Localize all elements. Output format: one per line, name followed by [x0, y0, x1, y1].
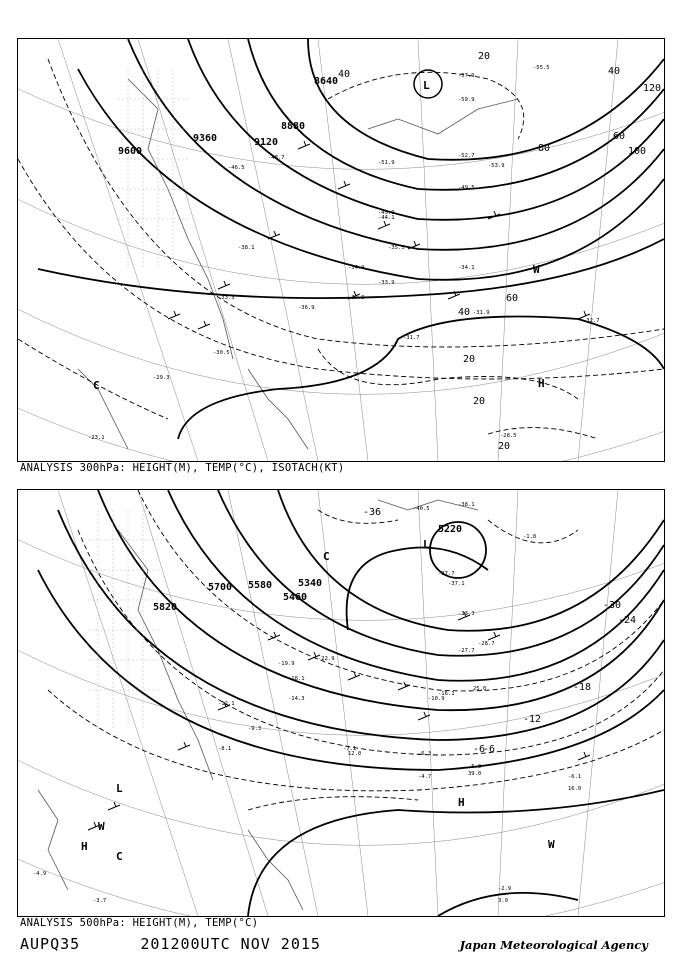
temperature-sample: -2.9 [498, 886, 512, 892]
temperature-sample: -28.7 [478, 641, 495, 647]
agency-name: Japan Meteorological Agency [459, 938, 648, 952]
temperature-sample: -4.7 [418, 774, 432, 780]
dashed-contours [48, 490, 664, 810]
pressure-center-label: H [458, 796, 465, 809]
temperature-sample: -55.5 [533, 65, 550, 71]
graticule [18, 490, 664, 916]
temperature-sample: -8.1 [218, 746, 232, 752]
temperature-sample: -51.9 [378, 160, 395, 166]
isotach-label: 40 [458, 307, 471, 318]
pressure-center-label: W [548, 838, 555, 851]
temperature-sample: -9.3 [248, 726, 262, 732]
pressure-center-label: L [116, 782, 123, 795]
temperature-sample: -31.7 [403, 335, 420, 341]
temperature-sample: -33.3 [458, 611, 475, 617]
temperature-sample: -34.1 [458, 265, 475, 271]
height-label: 8640 [314, 76, 339, 87]
temperature-sample: -30.5 [213, 350, 230, 356]
temperature-sample: -48.7 [268, 155, 285, 161]
graticule [18, 39, 664, 461]
temperature-sample-group [33, 502, 581, 904]
upper-chart-caption: ANALYSIS 300hPa: HEIGHT(M), TEMP(°C), ISOTACH(KT) [20, 462, 345, 474]
temperature-sample: -3.7 [93, 898, 107, 904]
temperature-sample: -18.1 [288, 676, 305, 682]
temperature-sample: -28.5 [500, 433, 517, 439]
height-label: 5700 [208, 582, 233, 593]
isotherm-label: -12 [523, 714, 542, 725]
isotherm-label: -36 [363, 507, 382, 518]
isotach-label: 40 [608, 66, 621, 77]
height-label: 5820 [153, 602, 178, 613]
data-grid [118, 69, 188, 269]
coastline [38, 500, 478, 910]
isotherm-label: -24 [618, 615, 637, 626]
isotach-label: 80 [538, 143, 551, 154]
temperature-sample: -36.9 [298, 305, 315, 311]
temperature-sample: -38.1 [238, 245, 255, 251]
temperature-sample: 3.9 [498, 898, 508, 904]
temperature-sample: -38.1 [458, 502, 475, 508]
upper-chart-map [18, 39, 664, 461]
isotach-label: 60 [613, 131, 626, 142]
isotach-label: 100 [628, 146, 647, 157]
temperature-sample: -37.1 [448, 581, 465, 587]
temperature-sample: -29.3 [153, 375, 170, 381]
temperature-sample: -52.7 [458, 153, 475, 159]
temperature-sample: -6.1 [568, 774, 582, 780]
isotach-label: 20 [473, 396, 486, 407]
pressure-center-label: C [323, 550, 330, 563]
isotach-label: 20 [463, 354, 476, 365]
pressure-center-label: C [116, 850, 123, 863]
height-label: 9360 [193, 133, 218, 144]
temperature-sample: -53.9 [488, 163, 505, 169]
height-label: 9120 [254, 137, 279, 148]
isotach-label: 40 [338, 69, 351, 80]
temperature-sample: -32.7 [583, 318, 600, 324]
temperature-sample: -49.5 [458, 185, 475, 191]
height-label-group [153, 524, 462, 613]
temperature-sample: -5.3 [468, 764, 482, 770]
temperature-sample: -1.8 [523, 534, 537, 540]
pressure-center-label: H [81, 840, 88, 853]
temperature-sample: 16.0 [568, 786, 582, 792]
temperature-sample: -39.9 [348, 295, 365, 301]
isotach-label: 60 [506, 293, 519, 304]
pressure-center-label: L [423, 538, 430, 551]
temperature-sample: -57.9 [458, 73, 475, 79]
temperature-sample: -59.9 [458, 97, 475, 103]
temperature-sample: -45.9 [378, 210, 395, 216]
bulletin-time: 201200UTC NOV 2015 [140, 935, 321, 953]
temperature-sample: -44.1 [378, 215, 395, 221]
height-label: 5460 [283, 592, 308, 603]
isotach-label: 20 [498, 441, 511, 452]
pressure-center-label: H [538, 377, 545, 390]
temperature-sample: -22.9 [318, 656, 335, 662]
pressure-center-label: W [533, 263, 540, 276]
upper-chart-panel [17, 38, 665, 462]
pressure-center-label: L [423, 79, 430, 92]
bulletin-code: AUPQ35 [20, 935, 81, 953]
temperature-sample: -7.1 [343, 746, 357, 752]
height-label: 5340 [298, 578, 323, 589]
temperature-sample: -31.9 [473, 310, 490, 316]
isotherm-label: -6 [473, 744, 486, 755]
temperature-sample: -33.9 [378, 280, 395, 286]
height-label: 5580 [248, 580, 273, 591]
temperature-sample: -12.1 [218, 701, 235, 707]
temperature-sample: -6.3 [418, 751, 432, 757]
temperature-sample: -27.7 [458, 648, 475, 654]
isotach-label: 20 [478, 51, 491, 62]
isotach-label-group [338, 51, 661, 452]
isotach-label: 120 [643, 83, 662, 94]
height-label: 5220 [438, 524, 463, 535]
temperature-sample: 12.0 [348, 751, 362, 757]
temperature-sample: -23.1 [88, 435, 105, 441]
isotherm-label: -18 [573, 682, 592, 693]
temperature-sample: 25.0 [473, 686, 487, 692]
temperature-sample: -40.5 [413, 506, 430, 512]
height-label: 9600 [118, 146, 143, 157]
temperature-sample: -34.9 [348, 265, 365, 271]
isotherm-label: -30 [603, 600, 622, 611]
temperature-sample: -33.3 [218, 295, 235, 301]
pressure-center-group [93, 79, 545, 392]
temperature-sample: -16.1 [438, 691, 455, 697]
temperature-sample: -19.9 [278, 661, 295, 667]
temperature-sample: -46.5 [228, 165, 245, 171]
lower-chart-map [18, 490, 664, 916]
pressure-center-label: C [93, 379, 100, 392]
temperature-sample: -14.3 [288, 696, 305, 702]
isotherm-label-group [363, 507, 636, 755]
lower-chart-caption: ANALYSIS 500hPa: HEIGHT(M), TEMP(°C) [20, 917, 259, 929]
temperature-sample: -37.7 [438, 571, 455, 577]
pressure-center-label: W [98, 820, 105, 833]
temperature-sample: -4.9 [33, 871, 47, 877]
height-contours [38, 490, 664, 916]
temperature-sample: -35.5 [388, 245, 405, 251]
coastline [78, 79, 518, 449]
lower-chart-panel [17, 489, 665, 917]
height-label: 8880 [281, 121, 306, 132]
bulletin-header [20, 935, 321, 953]
isotherm-label: -6 [483, 744, 496, 755]
temperature-sample: 39.0 [468, 771, 482, 777]
temperature-sample: -10.9 [428, 696, 445, 702]
